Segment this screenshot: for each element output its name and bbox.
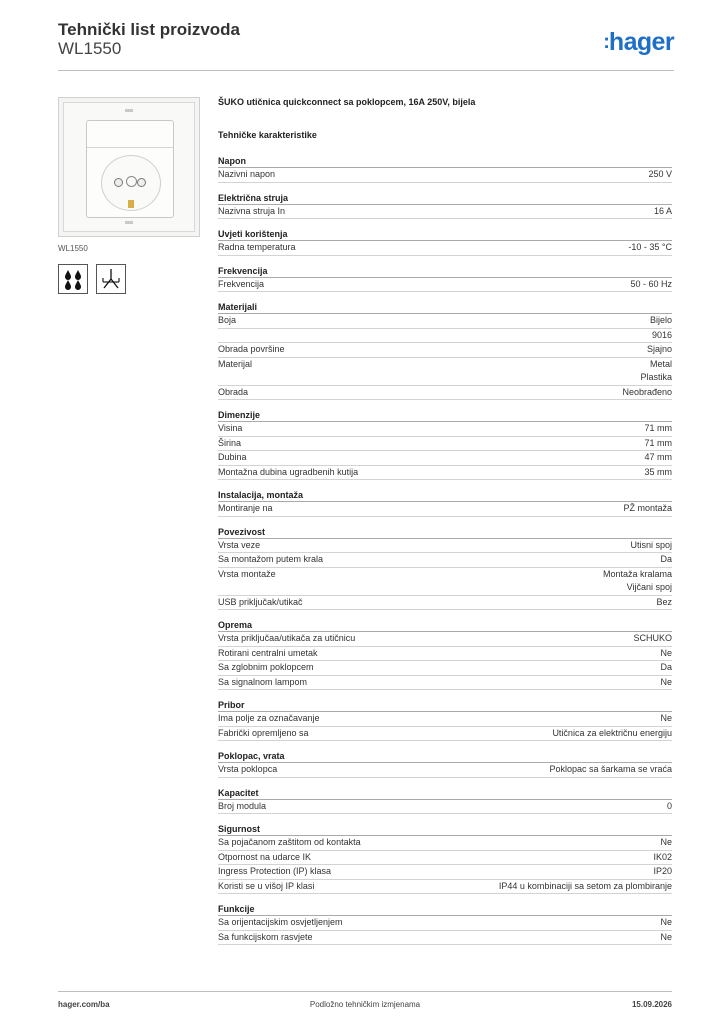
spec-value xyxy=(622,386,672,400)
spec-row xyxy=(218,205,672,220)
spec-label: Obrada xyxy=(218,386,249,397)
spec-value xyxy=(660,931,672,945)
spec-section xyxy=(218,788,672,815)
spec-label: Ingress Protection (IP) klasa xyxy=(218,866,332,876)
spec-row xyxy=(218,916,672,931)
spec-row xyxy=(218,343,672,358)
spec-value-line: 35 mm xyxy=(644,466,672,477)
spec-value xyxy=(656,596,672,610)
spec-row xyxy=(218,568,672,596)
spec-value xyxy=(628,241,672,255)
frame-fixing-top xyxy=(125,109,133,112)
spec-value-line: Da xyxy=(660,554,672,564)
spec-value-line: 71 mm xyxy=(644,437,672,448)
spec-section xyxy=(218,700,672,741)
spec-row xyxy=(218,647,672,662)
spec-row xyxy=(218,836,672,851)
spec-label: Broj modula xyxy=(218,800,267,811)
spec-value-line: Sjajno xyxy=(646,344,672,354)
spec-value-line: Montaža kralama xyxy=(602,568,672,579)
spec-section xyxy=(218,751,672,778)
spec-value xyxy=(623,502,672,516)
spec-row xyxy=(218,422,672,437)
spec-value xyxy=(648,168,672,182)
spec-section xyxy=(218,410,672,480)
spec-section xyxy=(218,193,672,220)
spec-label: Sa funkcijskom rasvjete xyxy=(218,931,313,942)
spec-value-line: Ne xyxy=(660,647,672,658)
spec-label: Sa zglobnim poklopcem xyxy=(218,662,314,672)
spec-value xyxy=(549,763,672,777)
spec-value-line: Metal xyxy=(649,358,672,369)
spec-label: Vrsta montaže xyxy=(218,568,276,579)
spec-value-line: IP20 xyxy=(653,866,672,876)
spec-row xyxy=(218,880,672,895)
spec-value xyxy=(660,553,672,567)
spec-value xyxy=(630,539,672,553)
spec-row xyxy=(218,931,672,946)
spec-label: Obrada površine xyxy=(218,344,285,354)
spec-row xyxy=(218,727,672,742)
page-footer xyxy=(58,991,672,1012)
spec-row xyxy=(218,168,672,183)
spec-value-line: Plastika xyxy=(640,372,672,382)
spec-row xyxy=(218,851,672,866)
spec-value xyxy=(552,727,672,741)
earth-contact xyxy=(128,200,134,208)
section-title: Pribor xyxy=(218,700,672,712)
spec-row xyxy=(218,632,672,647)
cover-lid xyxy=(87,121,173,148)
spec-label: Sa signalnom lampom xyxy=(218,676,308,687)
spec-value-line: 47 mm xyxy=(644,452,672,462)
spec-value xyxy=(647,343,672,357)
spec-label: Širina xyxy=(218,437,242,448)
section-title: Električna struja xyxy=(218,193,672,205)
spec-label: Koristi se u višoj IP klasi xyxy=(218,880,315,891)
spec-value-line: Ne xyxy=(660,931,672,942)
spec-row xyxy=(218,241,672,256)
spec-value-line: Poklopac sa šarkama se vraća xyxy=(549,764,672,774)
spec-section xyxy=(218,302,672,400)
spec-row xyxy=(218,278,672,293)
section-title: Napon xyxy=(218,156,672,168)
spec-value-line: 71 mm xyxy=(644,423,672,433)
product-description: ŠUKO utičnica quickconnect sa poklopcem, 16A 250V, bijela xyxy=(218,97,476,107)
spec-value-line: IP44 u kombinaciji sa setom za plombiranje xyxy=(498,880,672,891)
socket-face xyxy=(101,155,161,211)
spec-row xyxy=(218,329,672,344)
spec-value-line: 50 - 60 Hz xyxy=(630,278,672,289)
spec-value xyxy=(653,851,672,865)
spec-label: Sa orijentacijskim osvjetljenjem xyxy=(218,917,343,927)
spec-value xyxy=(644,451,672,465)
image-caption: WL1550 xyxy=(58,244,88,253)
spec-label: Sa montažom putem krala xyxy=(218,554,324,564)
spec-value-line: Bijelo xyxy=(649,315,672,325)
spec-value-line: Da xyxy=(660,662,672,672)
spec-value xyxy=(644,422,672,436)
spec-row xyxy=(218,712,672,727)
technical-characteristics-heading: Tehničke karakteristike xyxy=(218,130,317,140)
spec-value xyxy=(630,278,672,292)
section-title: Dimenzije xyxy=(218,410,672,422)
spec-value-line: Ne xyxy=(660,917,672,927)
spec-section xyxy=(218,904,672,945)
spec-row xyxy=(218,553,672,568)
spec-section xyxy=(218,527,672,611)
spec-label: Frekvencija xyxy=(218,278,265,289)
spec-label: Boja xyxy=(218,315,237,325)
spec-value xyxy=(660,916,672,930)
spec-row xyxy=(218,314,672,329)
spec-value xyxy=(650,314,672,328)
section-title: Kapacitet xyxy=(218,788,672,800)
splash-protection-icon xyxy=(58,264,88,294)
spec-value xyxy=(652,329,672,343)
spec-row xyxy=(218,800,672,815)
spec-label: Vrsta poklopca xyxy=(218,764,278,774)
spec-row xyxy=(218,386,672,401)
spec-value xyxy=(653,865,672,879)
spec-value xyxy=(644,437,672,451)
spec-label: Dubina xyxy=(218,452,247,462)
footer-date: 15.09.2026 xyxy=(631,1000,672,1009)
spec-section xyxy=(218,266,672,293)
spec-value-line: 0 xyxy=(666,800,672,811)
spec-label: Materijal xyxy=(218,358,253,369)
spec-value xyxy=(644,466,672,480)
spec-value-line: Utisni spoj xyxy=(630,539,672,550)
logo-text: hager xyxy=(608,28,674,56)
spec-value-line: Ne xyxy=(660,837,672,847)
spec-value-line: Vijčani spoj xyxy=(626,582,672,592)
spec-value xyxy=(603,568,672,595)
spec-label: USB priključak/utikač xyxy=(218,596,303,607)
section-title: Poklopac, vrata xyxy=(218,751,672,763)
spec-row xyxy=(218,502,672,517)
spec-label: Visina xyxy=(218,423,243,433)
socket-frame xyxy=(63,102,195,232)
spec-row xyxy=(218,437,672,452)
spec-label: Montiranje na xyxy=(218,503,273,513)
spec-label: Radna temperatura xyxy=(218,242,296,252)
spec-value xyxy=(667,800,672,814)
spec-value-line: PŽ montaža xyxy=(623,503,672,513)
spec-section xyxy=(218,490,672,517)
spec-row xyxy=(218,466,672,481)
spec-value xyxy=(660,712,672,726)
spec-value xyxy=(660,836,672,850)
spec-value-line: 16 A xyxy=(653,205,672,216)
spec-label: Montažna dubina ugradbenih kutija xyxy=(218,466,359,477)
spec-section xyxy=(218,229,672,256)
spec-row xyxy=(218,596,672,611)
section-title: Sigurnost xyxy=(218,824,672,836)
spec-label: Fabrički opremljeno sa xyxy=(218,727,309,738)
spec-row xyxy=(218,865,672,880)
socket-pin-right xyxy=(137,178,146,187)
spec-row xyxy=(218,539,672,554)
spec-value-line: Utičnica za električnu energiju xyxy=(552,727,672,738)
spec-label: Otpornost na udarce IK xyxy=(218,851,312,862)
spec-value-line: -10 - 35 °C xyxy=(628,242,672,252)
spec-label: Rotirani centralni umetak xyxy=(218,647,318,658)
footer-notice: Podložno tehničkim izmjenama xyxy=(309,1000,421,1009)
section-title: Funkcije xyxy=(218,904,672,916)
spec-row xyxy=(218,676,672,691)
center-screw xyxy=(126,176,137,187)
spec-value-line: Ne xyxy=(660,713,672,723)
spec-row xyxy=(218,358,672,386)
section-title: Povezivost xyxy=(218,527,672,539)
spec-label: Sa pojačanom zaštitom od kontakta xyxy=(218,837,361,847)
socket-pin-left xyxy=(114,178,123,187)
hinged-cover xyxy=(86,120,174,218)
spec-value xyxy=(633,632,672,646)
spec-label: Nazivna struja In xyxy=(218,205,286,216)
section-title: Materijali xyxy=(218,302,672,314)
spec-row xyxy=(218,451,672,466)
spec-value-line: IK02 xyxy=(653,851,672,862)
hager-logo: :hager xyxy=(603,28,674,56)
frame-fixing-bottom xyxy=(125,221,133,224)
spec-value xyxy=(640,358,672,385)
spec-section xyxy=(218,156,672,183)
spec-value-line: 9016 xyxy=(651,329,672,340)
spec-value xyxy=(499,880,672,894)
spec-value-line: Bez xyxy=(656,596,672,607)
product-image xyxy=(58,97,200,237)
product-code: WL1550 xyxy=(58,39,122,58)
section-title: Frekvencija xyxy=(218,266,672,278)
spec-value xyxy=(654,205,672,219)
section-title: Uvjeti korištenja xyxy=(218,229,672,241)
specification-content xyxy=(218,97,672,955)
section-title: Instalacija, montaža xyxy=(218,490,672,502)
spec-row xyxy=(218,763,672,778)
spec-value-line: 250 V xyxy=(648,169,672,179)
spec-label: Vrsta veze xyxy=(218,539,261,550)
spec-value-line: SCHUKO xyxy=(633,633,672,643)
spec-value xyxy=(660,647,672,661)
section-title: Oprema xyxy=(218,620,672,632)
footer-website: hager.com/ba xyxy=(58,1000,110,1009)
spec-label: Nazivni napon xyxy=(218,169,276,179)
spec-value-line: Neobrađeno xyxy=(622,386,672,397)
spec-value xyxy=(660,676,672,690)
spec-label: Vrsta priključaa/utikača za utičnicu xyxy=(218,633,356,643)
spec-label: Ima polje za označavanje xyxy=(218,713,320,723)
spec-section xyxy=(218,824,672,894)
document-title: Tehnički list proizvoda xyxy=(58,20,240,39)
page-header xyxy=(58,20,674,71)
spec-section xyxy=(218,620,672,690)
spec-sections xyxy=(218,156,672,945)
spec-value xyxy=(660,661,672,675)
spring-terminal-icon xyxy=(96,264,126,294)
spec-value-line: Ne xyxy=(660,676,672,687)
spec-row xyxy=(218,661,672,676)
